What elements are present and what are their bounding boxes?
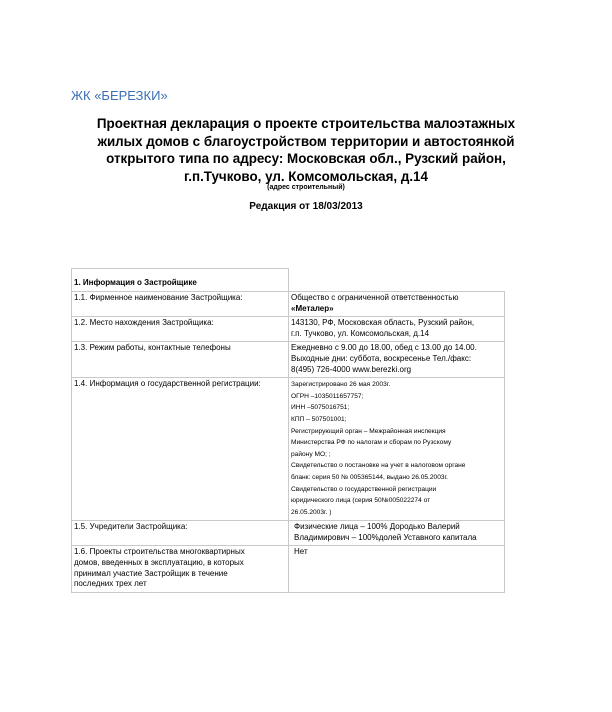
value-line: ИНН –5075016751; [291, 404, 350, 412]
value-line: Ежедневно с 9.00 до 18.00, обед с 13.00 до 14.00. [291, 343, 477, 353]
value-line: бланк: серия 50 № 005365144, выдано 26.05.2003г. [291, 473, 448, 481]
value-line: КПП – 507501001; [291, 415, 347, 423]
table-row [72, 521, 505, 546]
row-value [289, 378, 505, 521]
company-name: «Металер» [291, 303, 334, 313]
value-line: ОГРН –1035011657757; [291, 392, 364, 400]
value-line: Министерства РФ по налогам и сборам по Рузскому [291, 439, 452, 447]
label-line: принимал участие Застройщик в течение [74, 568, 228, 578]
row-value [289, 292, 505, 317]
document-subtitle: (адрес строительный) [267, 184, 345, 191]
section-heading: 1. Информация о Застройщике [72, 269, 289, 292]
value-line: Выходные дни: суббота, воскресенье Тел./факс: [291, 353, 472, 363]
row-label [72, 546, 289, 592]
row-label: 1.2. Место нахождения Застройщика: [72, 317, 289, 342]
brand-name: ЖК «БЕРЕЗКИ» [71, 88, 168, 103]
row-value [289, 546, 505, 592]
title-line: открытого типа по адресу: Московская обл., Рузский район, [106, 151, 506, 166]
value-line: Владимирович – 100%долей Уставного капитала [294, 532, 477, 542]
label-line: 1.6. Проекты строительства многоквартирных [74, 547, 245, 557]
row-label: 1.4. Информация о государственной регистрации: [72, 378, 289, 521]
table-row [72, 378, 505, 521]
row-value [289, 317, 505, 342]
value-line: району МО; ; [291, 450, 331, 458]
developer-info-table [71, 268, 505, 593]
value-line: Общество с ограниченной ответственностью [291, 293, 459, 302]
value-line: г.п. Тучково, ул. Комсомольская, д.14 [291, 328, 430, 338]
value-line: Нет [294, 547, 308, 557]
empty-cell [289, 269, 505, 292]
title-line: г.п.Тучково, ул. Комсомольская, д.14 [184, 168, 428, 184]
row-value [289, 342, 505, 378]
row-label: 1.3. Режим работы, контактные телефоны [72, 342, 289, 378]
value-line: юридического лица (серия 50№005022274 от [291, 497, 431, 505]
table-row [72, 546, 505, 592]
table-header-row [72, 269, 505, 292]
edition-date: Редакция от 18/03/2013 [249, 201, 363, 212]
value-line: 26.05.2003г. ) [291, 508, 332, 516]
table-row [72, 342, 505, 378]
value-line: 8(495) 726-4000 www.berezki.org [291, 364, 412, 374]
value-line: 143130, РФ, Московская область, Рузский район, [291, 318, 475, 328]
value-line: Зарегистрировано 26 мая 2003г. [291, 381, 391, 389]
table-row [72, 317, 505, 342]
value-line: Свидетельство о постановке на учет в налоговом органе [291, 462, 466, 470]
row-value [289, 521, 505, 546]
label-line: домов, введенных в эксплуатацию, в которых [74, 558, 244, 568]
row-label: 1.5. Учредители Застройщика: [72, 521, 289, 546]
value-line: Регистрирующий орган – Межрайонная инспекция [291, 427, 446, 435]
row-label: 1.1. Фирменное наименование Застройщика: [72, 292, 289, 317]
title-line: жилых домов с благоустройством территории и автостоянкой [97, 133, 515, 149]
value-line: Свидетельство о государственной регистрации [291, 485, 437, 493]
table-row [72, 292, 505, 317]
label-line: последних трех лет [74, 579, 147, 589]
document-title [70, 115, 542, 185]
title-line: Проектная декларация о проекте строительства малоэтажных [96, 116, 516, 131]
value-line: Физические лица – 100% Дородько Валерий [294, 522, 460, 532]
